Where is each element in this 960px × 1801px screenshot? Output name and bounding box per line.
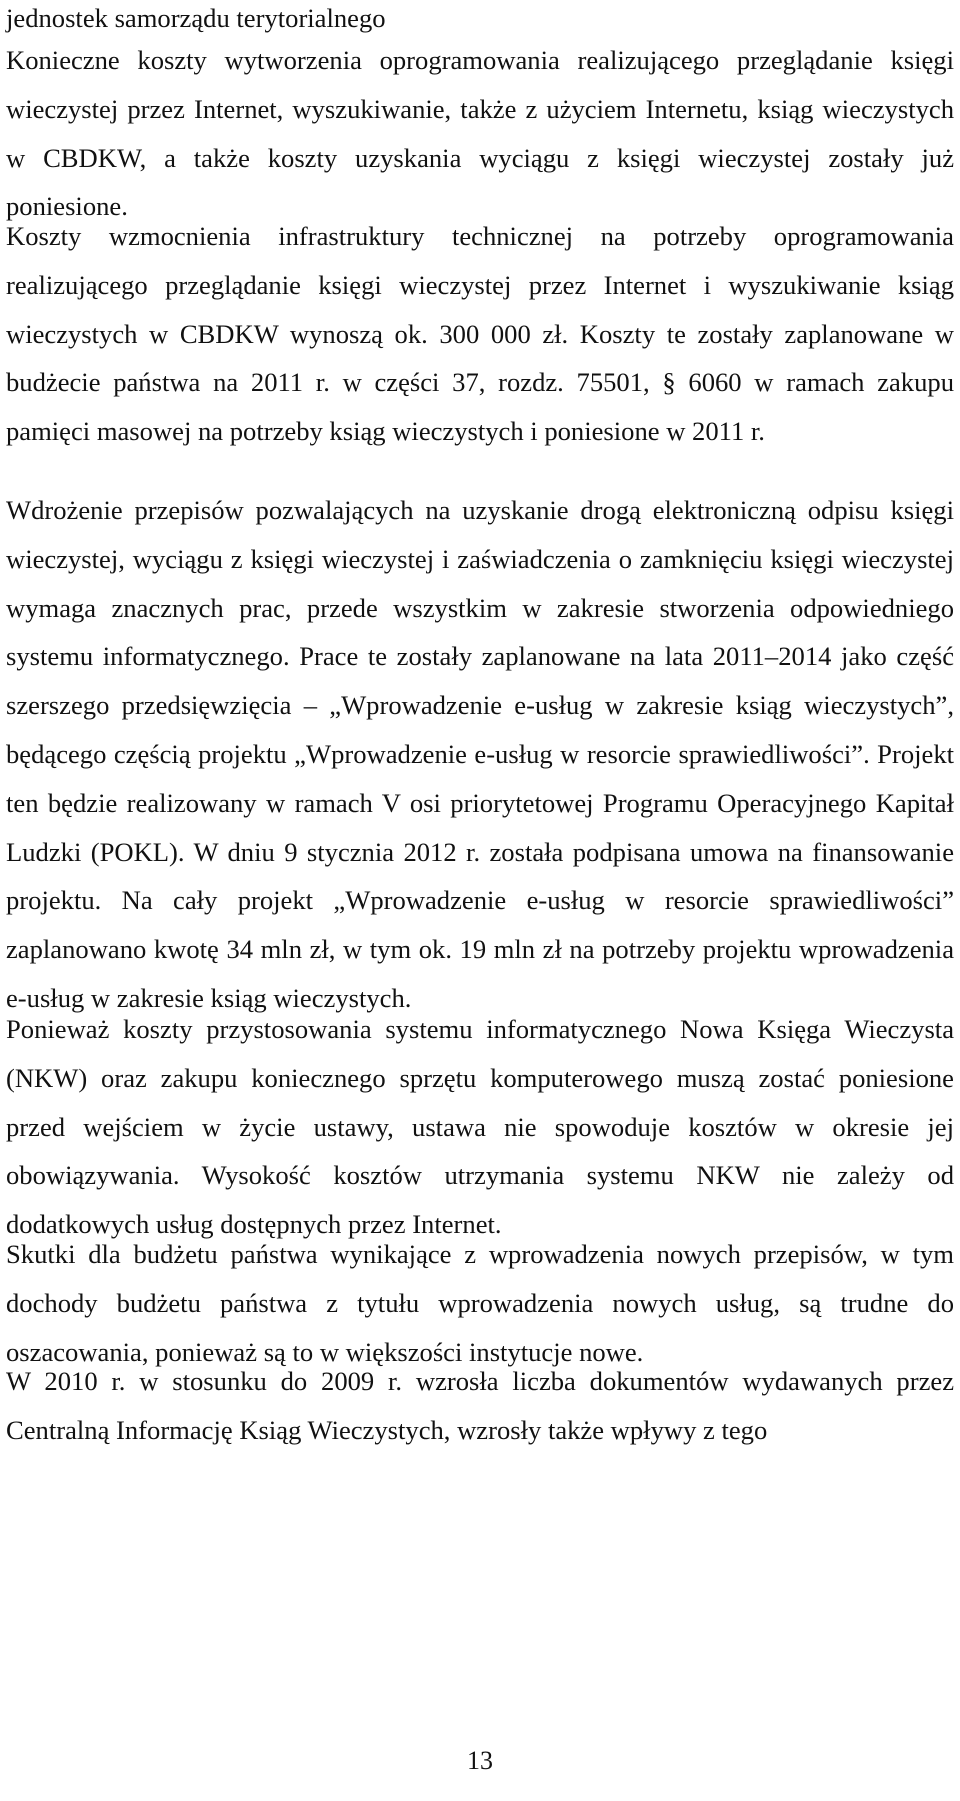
paragraph-block bbox=[6, 36, 954, 231]
paragraph-6: Skutki dla budżetu państwa wynikające z wprowadzenia nowych przepisów, w tym dochody budżetu państwa z tytułu wprowadzenia nowych usług, są trudne do oszacowania, ponieważ są to w większości instytucje nowe. bbox=[6, 1239, 954, 1367]
paragraph-1: jednostek samorządu terytorialnego bbox=[6, 3, 386, 33]
paragraph-4: Wdrożenie przepisów pozwalających na uzyskanie drogą elektroniczną odpisu księgi wieczystej, wyciągu z księgi wieczystej i zaświadczenia o zamknięciu księgi wieczystej wymaga znacznych prac, przede wszystkim w zakresie stworzenia odpowiedniego systemu informatycznego. Prace te zostały zaplanowane na lata 2011–2014 jako część szerszego przedsięwzięcia – „Wprowadzenie e-usług w zakresie ksiąg wieczystych”, będącego częścią projektu „Wprowadzenie e-usług w resorcie sprawiedliwości”. Projekt ten będzie realizowany w ramach V osi priorytetowej Programu Operacyjnego Kapitał Ludzki (POKL). W dniu 9 stycznia 2012 r. została podpisana umowa na finansowanie projektu. Na cały projekt „Wprowadzenie e-usług w resorcie sprawiedliwości” zaplanowano kwotę 34 mln zł, w tym ok. 19 mln zł na potrzeby projektu wprowadzenia e-usług w zakresie ksiąg wieczystych. bbox=[6, 495, 954, 1013]
paragraph-5: Ponieważ koszty przystosowania systemu informatycznego Nowa Księga Wieczysta (NKW) oraz zakupu koniecznego sprzętu komputerowego muszą zostać poniesione przed wejściem w życie ustawy, ustawa nie spowoduje kosztów w okresie jej obowiązywania. Wysokość kosztów utrzymania systemu NKW nie zależy od dodatkowych usług dostępnych przez Internet. bbox=[6, 1014, 954, 1240]
paragraph-2: Konieczne koszty wytworzenia oprogramowania realizującego przeglądanie księgi wieczystej przez Internet, wyszukiwanie, także z użyciem Internetu, ksiąg wieczystych w CBDKW, a także koszty uzyskania wyciągu z księgi wieczystej zostały już poniesione. bbox=[6, 45, 954, 222]
paragraph-7: W 2010 r. w stosunku do 2009 r. wzrosła liczba dokumentów wydawanych przez Centralną Informację Ksiąg Wieczystych, wzrosły także wpływy z tego bbox=[6, 1366, 954, 1445]
page-number: 13 bbox=[467, 1746, 493, 1775]
paragraph-block bbox=[6, 1230, 954, 1376]
paragraph-block bbox=[6, 486, 954, 1023]
paragraph-3: Koszty wzmocnienia infrastruktury technicznej na potrzeby oprogramowania realizującego przeglądanie księgi wieczystej przez Internet i wyszukiwanie ksiąg wieczystych w CBDKW wynoszą ok. 300 000 zł. Koszty te zostały zaplanowane w budżecie państwa na 2011 r. w części 37, rozdz. 75501, § 6060 w ramach zakupu pamięci masowej na potrzeby ksiąg wieczystych i poniesione w 2011 r. bbox=[6, 221, 954, 447]
paragraph-block bbox=[6, 1357, 954, 1455]
paragraph-block bbox=[6, 1005, 954, 1249]
paragraph-block bbox=[6, 212, 954, 456]
